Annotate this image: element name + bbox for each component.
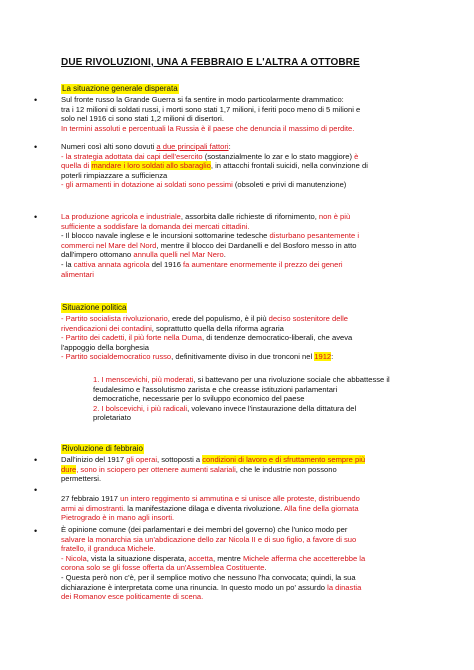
text-run: : (331, 352, 334, 362)
text-line: proletariato (93, 413, 131, 423)
text-run: , in attacchi frontali suicidi, nella convinzione di (210, 161, 368, 171)
bullet-dot: • (34, 455, 38, 465)
text-run: , volevano invece l'instaurazione della dittatura del (187, 403, 357, 413)
text-line (61, 455, 427, 465)
text-line (61, 260, 427, 270)
text-run: , sottoposti a (157, 455, 203, 464)
text-run: - Partito socialista rivoluzionario (61, 314, 168, 323)
text-line (61, 494, 427, 504)
text-run: Numeri così alti sono dovuti (61, 142, 157, 151)
text-run: - Il blocco navale inglese e le incursioni sottomarine tedesche (61, 231, 270, 241)
text-run: non è più (318, 212, 351, 221)
text-line: feudalesimo e l'assolutismo zarista e che creasse istituzioni parlamentari (93, 384, 338, 394)
paragraph-produzione (61, 212, 427, 279)
bullet-dot: • (34, 485, 38, 495)
text-run: dichiarazione è interpretata come una rinuncia. In questo modo un po' assurdo (61, 582, 328, 592)
text-line: permettersi. (61, 474, 102, 484)
text-line: dei Romanov esce politicamente di scena. (61, 592, 204, 602)
text-line (61, 250, 427, 260)
text-run: , assorbita dalle richieste di rifornimento, (180, 212, 319, 221)
text-run: disturbano pesantemente i (269, 231, 360, 241)
text-line (61, 241, 427, 251)
bullet-dot: • (34, 526, 38, 536)
heading-situazione-generale: La situazione generale disperata (62, 84, 178, 93)
text-line: poterli rimpiazzare a sufficienza (61, 170, 168, 180)
text-line: democratiche, necessarie per lo sviluppo economico del paese (93, 394, 305, 404)
text-line (61, 352, 427, 362)
text-run: Dall'inizio del 1917 (61, 455, 127, 464)
text-run: la dinastia (327, 582, 362, 592)
text-line (61, 333, 427, 343)
text-run: dall'impero ottomano (61, 250, 134, 260)
text-line (61, 314, 427, 324)
paragraph-fronte-russo (61, 95, 427, 133)
text-run: 1. I menscevichi, più moderati (93, 375, 194, 384)
text-run: La produzione agricola e industriale (61, 212, 181, 221)
heading-situazione-politica: Situazione politica (62, 303, 127, 312)
text-line (61, 161, 427, 171)
text-line: salvare la monarchia sia un'abdicazione dello zar Nicola II e di suo figlio, a favore di suo (61, 534, 357, 544)
text-run: Alla fine della giornata (283, 503, 359, 513)
text-line: solo nel 1916 ci sono stati 1,2 milioni di disertori. (61, 114, 224, 124)
text-run: 2. I bolscevichi, i più radicali (93, 403, 188, 413)
text-line (61, 504, 427, 514)
text-line (61, 212, 427, 222)
text-run: mandare i loro soldati allo sbaraglio (91, 161, 211, 171)
paragraph-abdicazione (61, 525, 427, 602)
text-run: 1912 (314, 352, 332, 362)
text-run: , soprattutto quella della riforma agraria (151, 323, 284, 333)
paragraph-fattori (61, 142, 427, 190)
text-run: , definitivamente diviso in due tronconi nel (171, 352, 315, 362)
text-run: , si battevano per una rivoluzione sociale che abbattesse il (193, 375, 390, 384)
text-line (61, 375, 427, 385)
text-run: - Partito dei cadetti, il più forte nella Duma (61, 333, 202, 343)
document-title: DUE RIVOLUZIONI, UNA A FEBBRAIO E L'ALTRA A OTTOBRE (61, 57, 360, 68)
text-run: (obsoleti e privi di manutenzione) (232, 180, 347, 190)
paragraph-27-febbraio (61, 494, 427, 523)
text-line (61, 324, 427, 334)
bullet-dot: • (34, 142, 38, 152)
text-run: è (354, 151, 359, 161)
text-run: - gli armamenti in dotazione ai soldati sono pessimi (61, 180, 233, 190)
text-run: - Nicola (61, 553, 87, 563)
text-run: armi ai dimostranti (61, 503, 124, 513)
paragraph-partiti (61, 314, 427, 362)
text-run: (sostanzialmente lo zar e lo stato maggiore) (202, 151, 355, 161)
text-run: commerci nel Mare del Nord (61, 240, 157, 250)
heading-rivoluzione-febbraio: Rivoluzione di febbraio (62, 444, 143, 453)
text-run: , di tendenze democratico-liberali, che aveva (201, 333, 353, 343)
text-line: Pietrogrado è in mano agli insorti. (61, 513, 175, 523)
paragraph-operai (61, 455, 427, 484)
text-line: l'appoggio della borghesia (61, 342, 150, 352)
text-line (61, 465, 427, 475)
text-run: , che le industrie non possono (235, 464, 337, 474)
text-run: , vista la situazione disperata, (86, 553, 189, 563)
text-run: , mentre il blocco dei Dardanelli e del Bosforo messo in atto (156, 240, 357, 250)
text-run: corona solo se gli fosse offerta da un'Assemblea Costituente (61, 563, 265, 573)
text-run: : (228, 142, 231, 151)
text-run: un intero reggimento si ammutina e si unisce alle proteste, distribuendo (120, 494, 360, 503)
text-run: deciso sostenitore delle (268, 314, 349, 323)
text-run: fa aumentare enormemente il prezzo dei generi (183, 259, 343, 269)
text-run: del 1916 (149, 259, 184, 269)
text-run: 27 febbraio 1917 (61, 494, 121, 503)
bullet-dot: • (34, 212, 38, 222)
text-line: alimentari (61, 269, 94, 279)
text-line: È opinione comune (dei parlamentari e dei membri del governo) che l'unico modo per (61, 525, 348, 534)
text-run: - la strategia adottata dai capi dell'esercito (61, 151, 203, 161)
text-line (61, 554, 427, 564)
paragraph-correnti (61, 375, 427, 423)
text-run: dure (61, 464, 77, 474)
text-line: - Questa però non c'è, per il semplice motivo che nessuno l'ha convocata; quindi, la sua (61, 572, 356, 582)
text-line: fratello, il granduca Michele. (61, 544, 156, 554)
text-run: gli operai (126, 455, 158, 464)
text-line (61, 404, 427, 414)
text-run: condizioni di lavoro e di sfruttamento sempre più (202, 455, 366, 464)
text-run: . (264, 563, 267, 573)
text-run: , erede del populismo, è il più (167, 314, 269, 323)
text-line (61, 583, 427, 593)
text-run: rivendicazioni dei contadini (61, 323, 152, 333)
text-run: accetta (188, 553, 213, 563)
text-run: annulla quelli nel Mar Nero (133, 250, 224, 260)
text-run: , sono in sciopero per ottenere aumenti salariali (76, 464, 236, 474)
text-run: , mentre (212, 553, 243, 563)
text-run: . (223, 250, 226, 260)
text-line (61, 142, 427, 152)
text-line: sufficiente a soddisfare la domanda dei mercati cittadini. (61, 221, 250, 231)
text-run: cattiva annata agricola (73, 259, 150, 269)
text-line: Sul fronte russo la Grande Guerra si fa sentire in modo particolarmente drammatico: (61, 95, 344, 104)
text-run: a due principali fattori (156, 142, 229, 151)
text-line (61, 152, 427, 162)
text-line (61, 180, 427, 190)
text-line: tra i 12 milioni di soldati russi, i morti sono stati 1,7 milioni, i feriti poco meno di 5 milioni e (61, 104, 361, 114)
text-line: In termini assoluti e percentuali la Russia è il paese che denuncia il massimo di perdite. (61, 123, 355, 133)
text-run: . la manifestazione dilaga e diventa rivoluzione. (123, 503, 284, 513)
bullet-dot: • (34, 95, 38, 105)
text-run: - la (61, 259, 74, 269)
text-run: Michele afferma che accetterebbe la (242, 553, 366, 563)
text-line (61, 563, 427, 573)
text-line (61, 231, 427, 241)
text-run: quella di (61, 161, 92, 171)
text-run: - Partito socialdemocratico russo (61, 352, 172, 362)
